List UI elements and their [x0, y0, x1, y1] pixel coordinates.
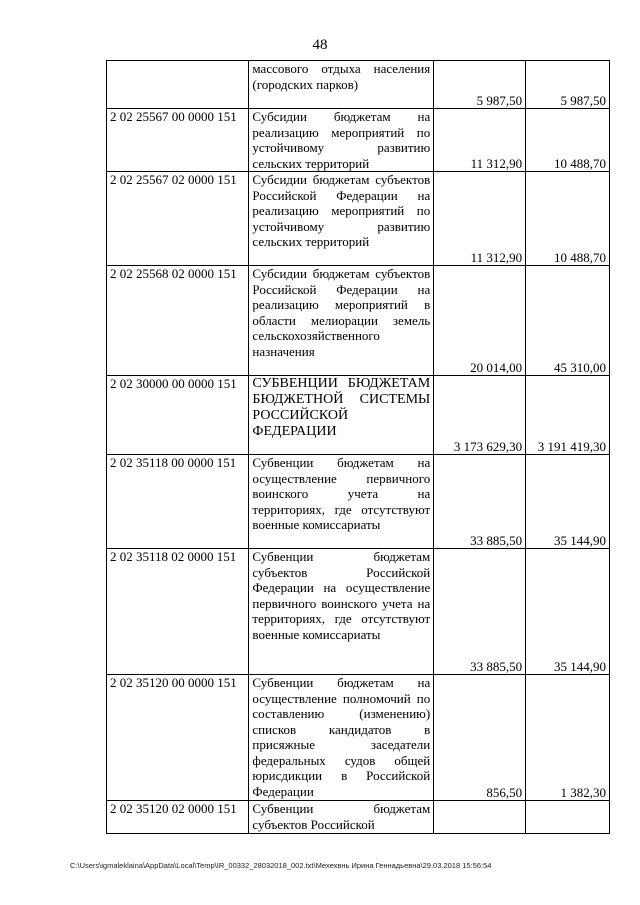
row-value-1: [434, 801, 526, 834]
table-row: [107, 549, 610, 675]
row-name: Субсидии бюджетам на реализацию мероприятий по устойчивому развитию сельских территорий: [249, 109, 434, 172]
row-name: Субсидии бюджетам субъектов Российской Федерации на реализацию мероприятий в области мелиорации земель сельскохозяйственного назначения: [249, 266, 434, 376]
table-row: [107, 455, 610, 549]
row-value-1: 33 885,50: [434, 549, 526, 675]
row-code: 2 02 35118 00 0000 151: [107, 455, 249, 549]
budget-table: [106, 60, 610, 834]
row-code: 2 02 25567 00 0000 151: [107, 109, 249, 172]
page-number: 48: [312, 37, 328, 53]
row-code: 2 02 25568 02 0000 151: [107, 266, 249, 376]
row-code: 2 02 25567 02 0000 151: [107, 172, 249, 266]
row-value-1: 5 987,50: [434, 61, 526, 109]
table-row: [107, 172, 610, 266]
row-value-1: 11 312,90: [434, 172, 526, 266]
row-value-1: 856,50: [434, 675, 526, 801]
row-value-2: 1 382,30: [526, 675, 610, 801]
file-path-footer: C:\Users\igmaleklaina\AppData\Local\Temp\IR_00332_28032018_002.txt\Мехехвнь Ирина Геннадьевна\29.03.2018 15:56:54: [70, 861, 492, 870]
table-row: [107, 675, 610, 801]
row-code: 2 02 35120 00 0000 151: [107, 675, 249, 801]
row-code: 2 02 35118 02 0000 151: [107, 549, 249, 675]
row-value-1: 20 014,00: [434, 266, 526, 376]
row-value-1: 33 885,50: [434, 455, 526, 549]
table-row: [107, 266, 610, 376]
row-code: [107, 61, 249, 109]
table-row: [107, 109, 610, 172]
row-name: Субвенции бюджетам на осуществление полномочий по составлению (изменению) списков кандидатов в присяжные заседатели федеральных судов общей юрисдикции в Российской Федерации: [249, 675, 434, 801]
row-value-2: 35 144,90: [526, 455, 610, 549]
table-row: [107, 376, 610, 455]
row-value-2: 35 144,90: [526, 549, 610, 675]
row-value-2: 10 488,70: [526, 109, 610, 172]
row-code: 2 02 35120 02 0000 151: [107, 801, 249, 834]
row-name: массового отдыха населения (городских парков): [249, 61, 434, 109]
row-name: Субвенции бюджетам на осуществление первичного воинского учета на территориях, где отсутствуют военные комиссариаты: [249, 455, 434, 549]
table-row: [107, 61, 610, 109]
row-value-1: 11 312,90: [434, 109, 526, 172]
row-value-2: 5 987,50: [526, 61, 610, 109]
table-row: [107, 801, 610, 834]
row-value-1: 3 173 629,30: [434, 376, 526, 455]
row-value-2: 45 310,00: [526, 266, 610, 376]
row-value-2: [526, 801, 610, 834]
row-name: Субсидии бюджетам субъектов Российской Федерации на реализацию мероприятий по устойчивому развитию сельских территорий: [249, 172, 434, 266]
row-value-2: 3 191 419,30: [526, 376, 610, 455]
row-code: 2 02 30000 00 0000 151: [107, 376, 249, 455]
row-value-2: 10 488,70: [526, 172, 610, 266]
row-name: СУБВЕНЦИИ БЮДЖЕТАМ БЮДЖЕТНОЙ СИСТЕМЫ РОССИЙСКОЙ ФЕДЕРАЦИИ: [249, 376, 434, 455]
row-name: Субвенции бюджетам субъектов Российской Федерации на осуществление первичного воинского учета на территориях, где отсутствуют военные комиссариаты: [249, 549, 434, 675]
row-name: Субвенции бюджетам субъектов Российской: [249, 801, 434, 834]
